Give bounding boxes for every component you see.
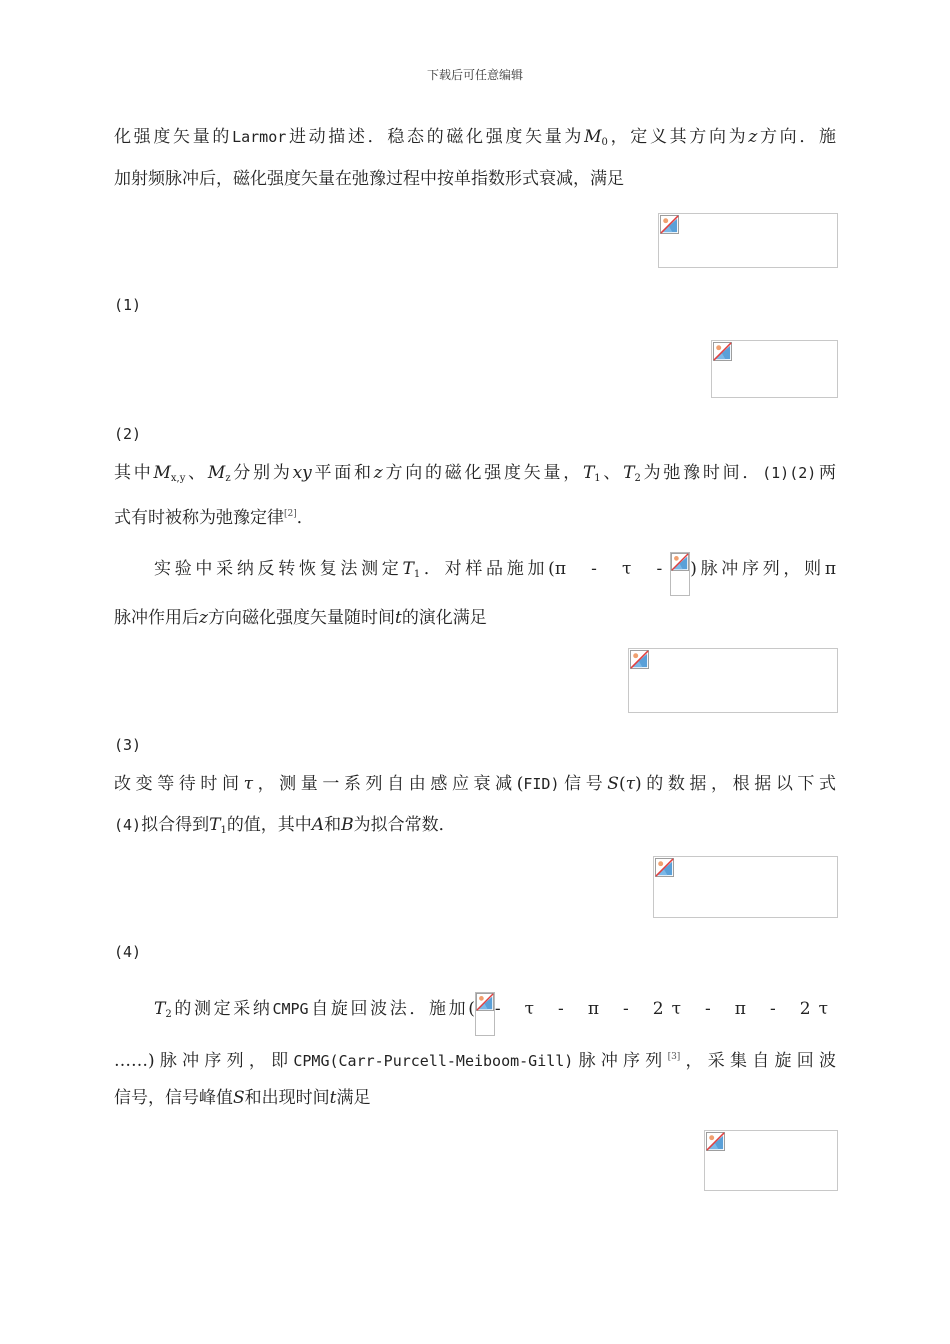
paragraph-line: 式有时被称为弛豫定律[2]． bbox=[114, 508, 314, 528]
equation-number: (3) bbox=[114, 736, 142, 754]
paragraph-line: 信号，信号峰值S和出现时间t满足 bbox=[114, 1088, 371, 1108]
broken-image-icon bbox=[476, 993, 494, 1011]
equation-number: (1) bbox=[114, 296, 142, 314]
equation-image-3 bbox=[628, 648, 838, 713]
equation-image-2 bbox=[711, 340, 838, 398]
equation-image-1 bbox=[658, 213, 838, 268]
paragraph-line: ……)脉冲序列，即CPMG(Carr-Purcell-Meiboom-Gill)脉冲序列[3]，采集自旋回波 bbox=[114, 1051, 837, 1071]
paragraph-line: (4)拟合得到$T_1$的值，其中A和B为拟合常数． bbox=[114, 815, 456, 836]
paragraph-line: 脉冲作用后z方向磁化强度矢量随时间t的演化满足 bbox=[114, 608, 487, 628]
paragraph-line: 实验中采纳反转恢复法测定$T_1$．对样品施加(π - τ - )脉冲序列，则π bbox=[154, 552, 836, 596]
broken-image-icon bbox=[655, 858, 674, 877]
broken-image-icon bbox=[671, 553, 689, 571]
inline-equation-image bbox=[475, 992, 495, 1036]
equation-image-4 bbox=[653, 856, 838, 918]
inline-equation-image bbox=[670, 552, 690, 596]
equation-number: (4) bbox=[114, 943, 142, 961]
broken-image-icon bbox=[713, 342, 732, 361]
equation-image-5 bbox=[704, 1130, 838, 1191]
broken-image-icon bbox=[630, 650, 649, 669]
broken-image-icon bbox=[660, 215, 679, 234]
broken-image-icon bbox=[706, 1132, 725, 1151]
paragraph-line: 其中$M_{x,y}$、$M_z$分别为xy平面和z方向的磁化强度矢量，$T_1$、$T_2$为弛豫时间．(1)(2)两 bbox=[114, 463, 837, 484]
paragraph-line: 改变等待时间τ，测量一系列自由感应衰减(FID)信号S(τ)的数据，根据以下式 bbox=[114, 774, 837, 794]
page-header: 下载后可任意编辑 bbox=[426, 68, 523, 82]
equation-number: (2) bbox=[114, 425, 142, 443]
paragraph-line: 加射频脉冲后，磁化强度矢量在弛豫过程中按单指数形式衰减，满足 bbox=[114, 169, 624, 189]
paragraph-line: $T_2$的测定采纳CMPG自旋回波法．施加( - τ - π - 2τ - π - 2τ bbox=[154, 992, 836, 1036]
paragraph-line: 化强度矢量的Larmor进动描述．稳态的磁化强度矢量为$M_0$，定义其方向为z方向．施 bbox=[114, 127, 837, 148]
